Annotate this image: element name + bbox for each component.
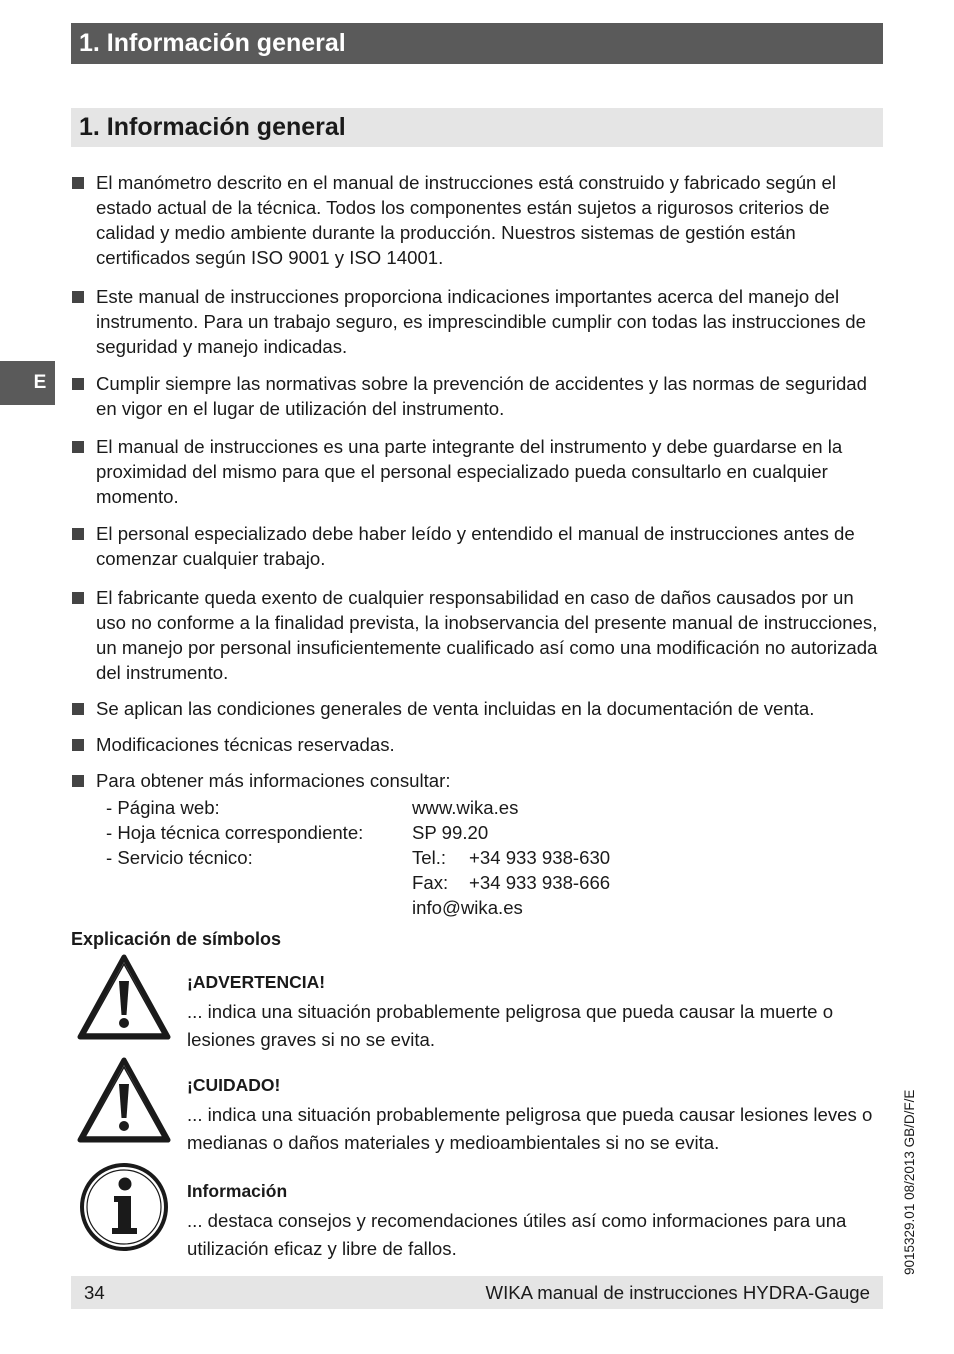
symbols-heading: Explicación de símbolos — [71, 929, 282, 949]
warning-description: ... indica una situación probablemente peligrosa que pueda causar la muerte o lesiones graves si no se evita. — [187, 1001, 834, 1050]
caution-description: ... indica una situación probablemente peligrosa que pueda causar lesiones leves o medianas o daños materiales y medioambientales si no se evita. — [187, 1104, 873, 1153]
list-item-text: El manual de instrucciones es una parte integrante del instrumento y debe guardarse en la proximidad del mismo para que el personal especializado pueda consultarlo en cualquier momento. — [96, 436, 843, 507]
list-item — [71, 768, 883, 920]
warning-text-block — [187, 971, 887, 1054]
caution-title: ¡CUIDADO! — [187, 1075, 281, 1095]
contact-info — [96, 795, 883, 920]
bullet-square-icon — [72, 528, 84, 540]
info-text-block — [187, 1180, 887, 1263]
tel-value: +34 933 938-630 — [469, 847, 611, 868]
warning-title: ¡ADVERTENCIA! — [187, 972, 326, 992]
list-item-text: Se aplican las condiciones generales de venta incluidas en la documentación de venta. — [96, 698, 815, 719]
page-footer — [71, 1276, 883, 1309]
info-circle-icon — [76, 1162, 172, 1252]
list-item-text: Cumplir siempre las normativas sobre la prevención de accidentes y las normas de seguridad en vigor en el lugar de utilización del instrumento. — [96, 373, 867, 419]
bullet-square-icon — [72, 592, 84, 604]
list-item-text: El personal especializado debe haber leído y entendido el manual de instrucciones antes de comenzar cualquier trabajo. — [96, 523, 855, 569]
info-description: ... destaca consejos y recomendaciones útiles así como informaciones para una utilización eficaz y libre de fallos. — [187, 1210, 847, 1259]
bullet-square-icon — [72, 739, 84, 751]
datasheet-value: SP 99.20 — [412, 822, 489, 843]
bullet-square-icon — [72, 177, 84, 189]
web-label: - Página web: — [106, 797, 220, 818]
caution-block — [71, 1056, 883, 1156]
tel-key: Tel.: — [412, 847, 447, 868]
bullet-list — [71, 170, 883, 920]
web-link[interactable]: www.wika.es — [412, 797, 519, 818]
bullet-square-icon — [72, 441, 84, 453]
list-item-text: El fabricante queda exento de cualquier responsabilidad en caso de daños causados por un uso no conforme a la finalidad prevista, la inobservancia del presente manual de instrucciones, un manejo por personal insuficientemente cualificado así como una modificación no autorizada del instrumento. — [96, 587, 878, 683]
page-number: 34 — [84, 1282, 105, 1303]
footer-title: WIKA manual de instrucciones HYDRA-Gauge — [485, 1282, 870, 1303]
bullet-square-icon — [72, 775, 84, 787]
warning-block — [71, 953, 883, 1053]
list-item — [71, 434, 883, 509]
list-item-text: Para obtener más informaciones consultar: — [96, 770, 451, 791]
section-title: 1. Información general — [71, 108, 883, 147]
list-item — [71, 521, 883, 571]
list-item — [71, 696, 883, 721]
info-block — [71, 1162, 883, 1262]
info-title: Información — [187, 1181, 288, 1201]
datasheet-label: - Hoja técnica correspondiente: — [106, 822, 364, 843]
list-item — [71, 170, 883, 270]
list-item — [71, 585, 883, 685]
bullet-square-icon — [72, 291, 84, 303]
fax-key: Fax: — [412, 872, 449, 893]
list-item — [71, 284, 883, 359]
list-item-text: Este manual de instrucciones proporciona indicaciones importantes acerca del manejo del instrumento. Para un trabajo seguro, es imprescindible cumplir con todas las instrucciones de seguridad y manejo indicadas. — [96, 286, 866, 357]
caution-triangle-icon — [76, 1056, 172, 1146]
service-details — [412, 845, 610, 920]
fax-value: +34 933 938-666 — [469, 872, 611, 893]
bullet-square-icon — [72, 378, 84, 390]
service-label: - Servicio técnico: — [106, 847, 253, 868]
page-header: 1. Información general — [71, 23, 883, 64]
language-tab: E — [0, 361, 55, 405]
warning-triangle-icon — [76, 953, 172, 1043]
caution-text-block — [187, 1074, 887, 1157]
bullet-square-icon — [72, 703, 84, 715]
email-link[interactable]: info@wika.es — [412, 897, 523, 918]
list-item — [71, 732, 883, 757]
list-item-text: Modificaciones técnicas reservadas. — [96, 734, 395, 755]
list-item — [71, 371, 883, 421]
document-code: 9015329.01 08/2013 GB/D/F/E — [902, 1089, 917, 1275]
list-item-text: El manómetro descrito en el manual de instrucciones está construido y fabricado según el estado actual de la técnica. Todos los componentes están sujetos a rigurosos criterios de calidad y medio ambiente durante la producción. Nuestros sistemas de gestión están certificados según ISO 9001 y ISO 14001. — [96, 172, 837, 268]
